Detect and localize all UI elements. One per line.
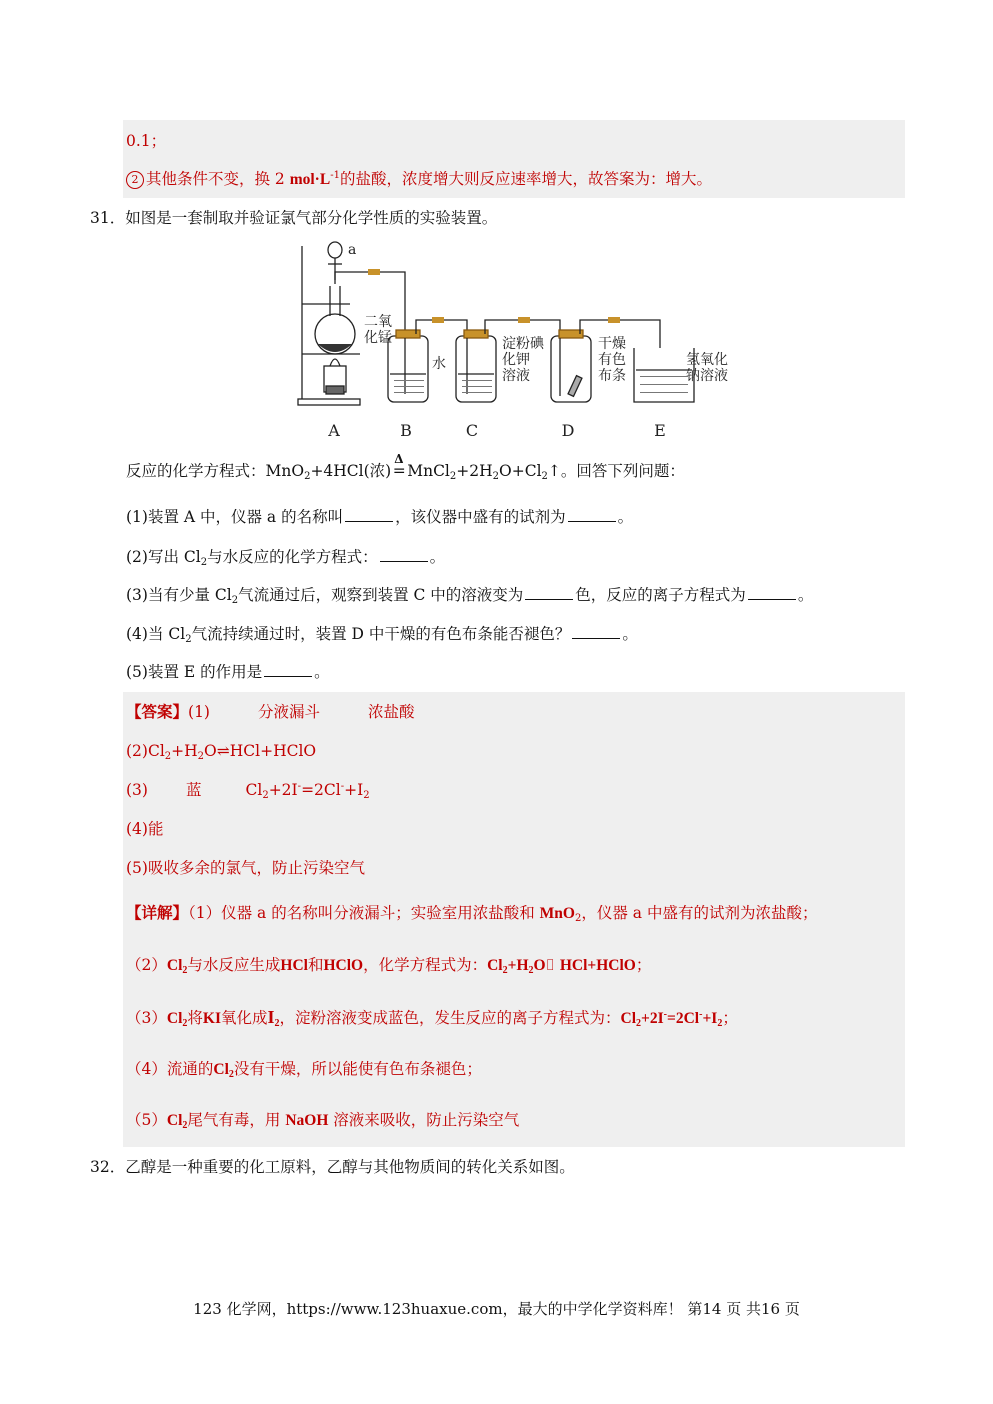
letter-d: D: [561, 421, 575, 440]
answer-blank[interactable]: [264, 662, 312, 677]
answer-blank[interactable]: [572, 624, 620, 639]
detail-line3: $(3)Cl_2$将KI氧化成$I_2$，淀粉溶液变成蓝色，发生反应的离子方程式为：$Cl_2+2I^-=2Cl^-+I_2$；: [126, 1007, 738, 1029]
answer-blank[interactable]: [525, 585, 573, 600]
answer-blank[interactable]: [345, 507, 393, 522]
question-number: 32．: [90, 1158, 126, 1176]
detail-line1: 【详解】（1）仪器 a 的名称叫分液漏斗；实验室用浓盐酸和 MnO$_2$，仪器 a 中盛有的试剂为浓盐酸；: [126, 903, 818, 924]
label-c-3: 溶液: [502, 368, 530, 384]
circled-number: 2: [126, 171, 144, 189]
question-number: 31．: [90, 209, 126, 227]
q32-stem: 32．乙醇是一种重要的化工原料，乙醇与其他物质间的转化关系如图。: [90, 1158, 575, 1176]
answer-line3: (3) 蓝 $Cl_2+2I^-=2Cl^-+I_2$: [126, 781, 370, 801]
letter-e: E: [654, 421, 666, 440]
q31-part1: (1)装置 A 中，仪器 a 的名称叫 ，该仪器中盛有的试剂为 。: [126, 508, 634, 526]
q31-part2: (2)写出 $Cl_2$与水反应的化学方程式： 。: [126, 548, 446, 568]
answer-line5: (5)吸收多余的氯气，防止污染空气: [126, 859, 365, 877]
label-c-1: 淀粉碘: [502, 336, 544, 352]
q31-part4: (4)当 $Cl_2$气流持续通过时，装置 D 中干燥的有色布条能否褪色？ 。: [126, 625, 638, 645]
letter-a: A: [328, 421, 340, 440]
answer-line2: $(2)Cl_2+H_2O\rightleftharpoons HCl+HClO$: [126, 742, 317, 762]
label-water: 水: [432, 356, 446, 372]
label-a: a: [348, 242, 357, 258]
detail-line5: $(5)Cl_2$尾气有毒，用 NaOH 溶液来吸收，防止污染空气: [126, 1111, 520, 1131]
label-mno2-2: 化锰: [364, 330, 392, 346]
unit: mol·L: [289, 171, 331, 188]
q31-part5: (5)装置 E 的作用是 。: [126, 663, 330, 681]
apparatus-figure: [290, 236, 750, 446]
delta-symbol: Δ: [394, 452, 404, 466]
q31-equation: 反应的化学方程式：MnO$_2$+4HCl(浓) Δ $=MnCl_2+2H_2O+Cl_2↑$。回答下列问题：: [126, 460, 685, 482]
label-d-2: 有色: [598, 352, 626, 368]
label-e-2: 钠溶液: [686, 368, 728, 384]
letter-c: C: [465, 421, 479, 440]
label-d-3: 布条: [598, 368, 626, 384]
detail-line2: $(2)Cl_2$与水反应生成HCl和HClO，化学方程式为：$Cl_2+H_2O⌷$ HCl+HClO；: [126, 956, 652, 976]
q31-part3: (3)当有少量 $Cl_2$气流通过后，观察到装置 C 中的溶液变为 色，反应的离子方程式为 。: [126, 586, 814, 606]
answer-line1: 【答案】(1) 分液漏斗 浓盐酸: [126, 702, 415, 721]
detail-line4: （4）流通的$Cl_2$没有干燥，所以能使有色布条褪色；: [126, 1060, 482, 1080]
answer-line4: (4)能: [126, 820, 164, 838]
prev-answer-line1: 0.1；: [126, 132, 167, 150]
label-mno2-1: 二氧: [364, 314, 392, 330]
letter-b: B: [400, 421, 412, 440]
answer-blank[interactable]: [568, 507, 616, 522]
answer-blank[interactable]: [380, 547, 428, 562]
label-e-1: 氢氧化: [686, 352, 728, 368]
prev-answer-line2: 2 其他条件不变，换 2 $mol\cdot L^{-1}$的盐酸，浓度增大则反应速率增大，故答案为：增大。: [126, 168, 712, 191]
q31-stem: 31．如图是一套制取并验证氯气部分化学性质的实验装置。: [90, 209, 498, 227]
page-footer: 123 化学网，https://www.123huaxue.com，最大的中学化学资料库！ 第14 页 共16 页: [193, 1300, 800, 1318]
answer-blank[interactable]: [748, 585, 796, 600]
label-d-1: 干燥: [598, 336, 626, 352]
label-c-2: 化钾: [502, 352, 530, 368]
